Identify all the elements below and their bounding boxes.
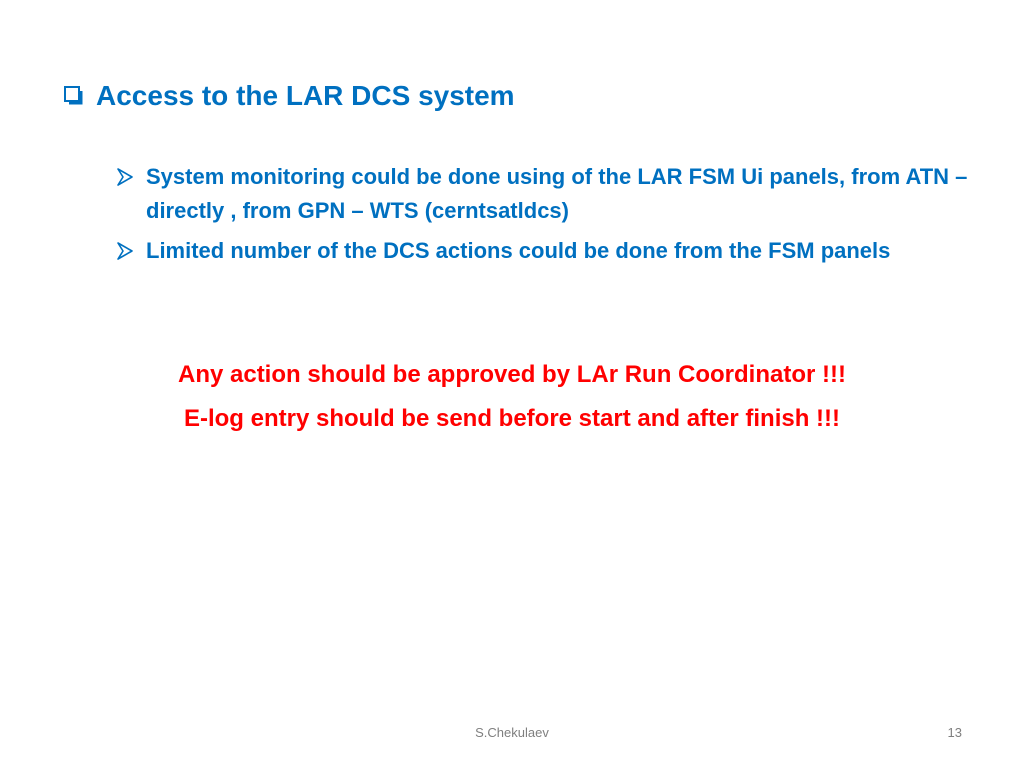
bullet-item	[116, 160, 976, 228]
checkbox-square-icon	[64, 86, 84, 106]
bullet-text: System monitoring could be done using of the LAR FSM Ui panels, from ATN – directly , from GPN – WTS (cerntsatldcs)	[146, 164, 968, 223]
heading-text: Access to the LAR DCS system	[96, 80, 515, 111]
arrow-bullet-icon	[116, 168, 134, 186]
slide-heading	[64, 78, 515, 114]
warning-notice-elog: E-log entry should be send before start and after finish !!!	[183, 405, 841, 432]
bullet-text: Limited number of the DCS actions could be done from the FSM panels	[146, 238, 891, 263]
footer-author: S.Chekulaev	[475, 725, 549, 740]
warning-notice-approval: Any action should be approved by LAr Run Coordinator !!!	[177, 361, 846, 388]
slide-page-number: 13	[947, 725, 962, 740]
bullet-list	[116, 160, 976, 274]
bullet-item	[116, 234, 976, 268]
arrow-bullet-icon	[116, 242, 134, 260]
